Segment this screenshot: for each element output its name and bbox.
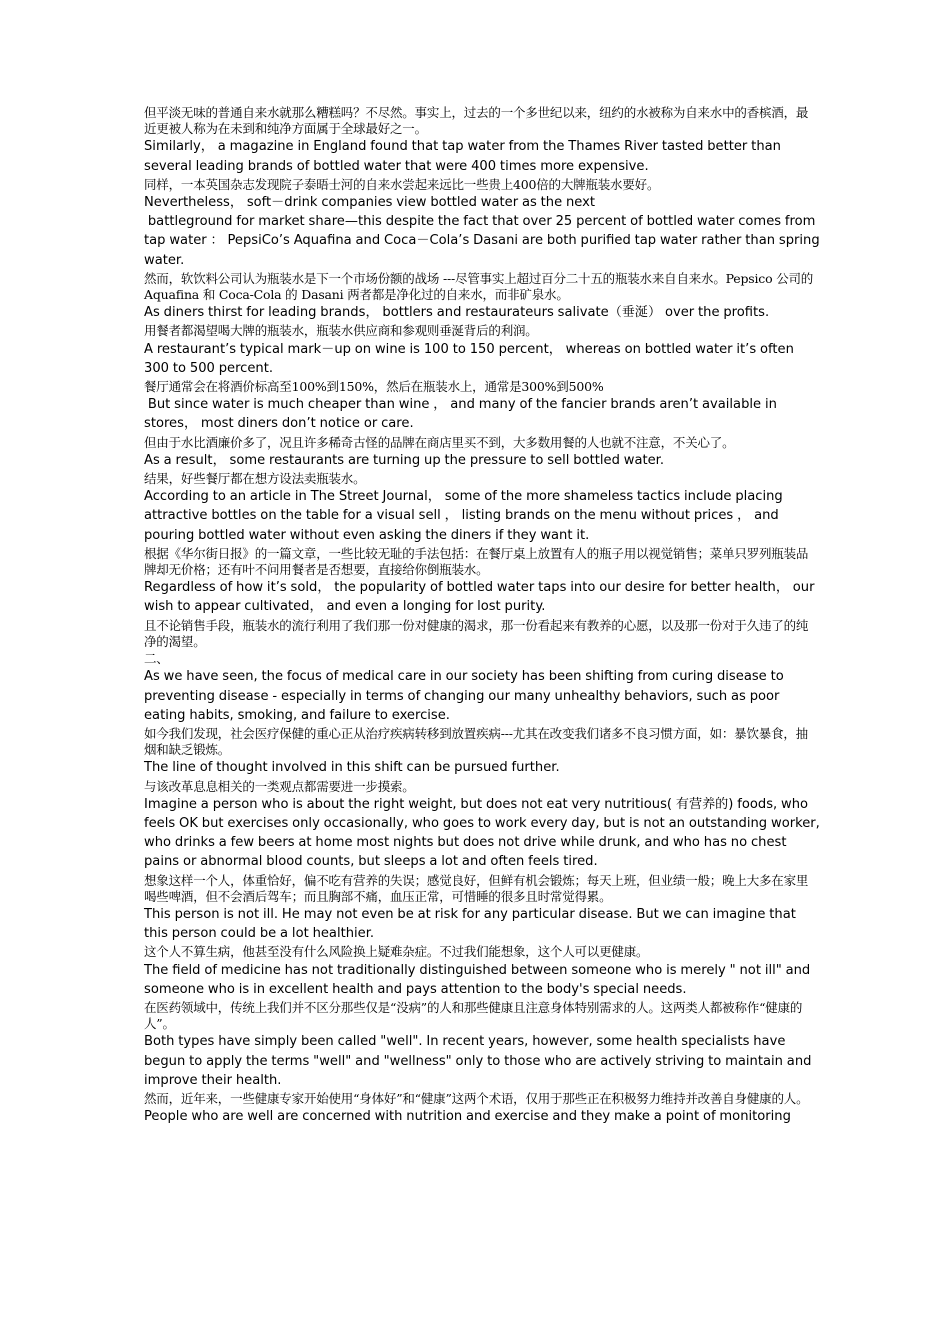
chinese-paragraph: 想象这样一个人，体重恰好，偏不吃有营养的失误；感觉良好，但鲜有机会锻炼；每天上班，但业绩一般；晚上大多在家里喝些啤酒，但不会酒后驾车；而且胸部不痛，血压正常，可惜睡的很多且时常觉得累。 xyxy=(144,872,809,904)
english-paragraph: But since water is much cheaper than wine ， and many of the fancier brands aren’t available in stores， most diners don’t notice or care. xyxy=(144,397,781,432)
chinese-paragraph: 这个人不算生病，他甚至没有什么风险换上疑难杂症。不过我们能想象，这个人可以更健康。 xyxy=(144,944,649,960)
chinese-paragraph: 然而，近年来，一些健康专家开始使用“身体好”和“健康”这两个术语，仅用于那些正在积极努力维持并改善自身健康的人。 xyxy=(144,1090,809,1106)
english-paragraph: Both types have simply been called "well". In recent years, however, some health specialists have begun to apply the terms "well" and "wellness" only to those who are actively striving to maintain and improve their health. xyxy=(144,1034,816,1088)
chinese-paragraph: 然而，软饮料公司认为瓶装水是下一个市场份额的战场 ---尽管事实上超过百分二十五的瓶装水来自自来水。Pepsico 公司的 Aquafina 和 Coca-Cola 的 Dasani 两者都是净化过的自来水，而非矿泉水。 xyxy=(144,270,817,303)
chinese-paragraph: 与该改革息息相关的一类观点都需要进一步摸索。 xyxy=(144,778,415,794)
english-paragraph: Nevertheless， soft－drink companies view bottled water as the next battleground for market share—this despite the fact that over 25 percent of bottled water comes from tap water ： PepsiCo’s Aquafina and Coca－Cola’s Dasani are both purified tap water rather than spring water. xyxy=(144,195,820,268)
english-paragraph: Imagine a person who is about the right weight, but does not eat very nutritious( 有营养的) foods, who feels OK but exercises only occasionally, who goes to work every day, but is not an outstanding worker, who drinks a few beers at home most nights but does not drive while drunk, and who has no chest pains or abnormal blood counts, but sleeps a lot and often feels tired. xyxy=(144,796,824,870)
chinese-paragraph: 二、 xyxy=(144,651,169,667)
chinese-paragraph: 如今我们发现，社会医疗保健的重心正从治疗疾病转移到放置疾病---尤其在改变我们诸多不良习惯方面，如：暴饮暴食，抽烟和缺乏锻炼。 xyxy=(144,725,808,758)
english-paragraph: A restaurant’s typical mark－up on wine is 100 to 150 percent， whereas on bottled water it’s often 300 to 500 percent. xyxy=(144,341,798,376)
chinese-paragraph: 餐厅通常会在将酒价标高至100%到150%，然后在瓶装水上，通常是300%到500% xyxy=(144,379,604,395)
english-paragraph: Similarly， a magazine in England found that tap water from the Thames River tasted better than several leading brands of bottled water that were 400 times more expensive. xyxy=(144,139,785,174)
chinese-paragraph: 同样，一本英国杂志发现院子泰晤士河的自来水尝起来远比一些贵上400倍的大牌瓶装水要好。 xyxy=(144,176,660,192)
english-paragraph: As diners thirst for leading brands， bottlers and restaurateurs salivate（垂涎） over the profits. xyxy=(144,305,770,321)
english-paragraph: The line of thought involved in this shift can be pursued further. xyxy=(144,760,560,776)
english-paragraph: According to an article in The Street Journal， some of the more shameless tactics include placing attractive bottles on the table for a visual sell ， listing brands on the menu without prices ， and pouring bottled water without even asking the diners if they want it. xyxy=(144,489,787,543)
chinese-paragraph: 在医药领域中，传统上我们并不区分那些仅是“没病”的人和那些健康且注意身体特别需求的人。这两类人都被称作“健康的人”。 xyxy=(144,999,803,1032)
english-paragraph: The field of medicine has not traditionally distinguished between someone who is merely " not ill" and someone who is in excellent health and pays attention to the body's special needs. xyxy=(144,962,815,997)
chinese-paragraph: 根据《华尔街日报》的一篇文章，一些比较无耻的手法包括：在餐厅桌上放置有人的瓶子用以视觉销售；菜单只罗列瓶装品牌却无价格；还有叶不问用餐者是否想要，直接给你倒瓶装水。 xyxy=(144,545,809,578)
english-paragraph: This person is not ill. He may not even be at risk for any particular disease. But we can imagine that this person could be a lot healthier. xyxy=(144,906,800,942)
english-paragraph: As a result， some restaurants are turning up the pressure to sell bottled water. xyxy=(144,452,665,468)
chinese-paragraph: 用餐者都渴望喝大牌的瓶装水，瓶装水供应商和参观则垂涎背后的利润。 xyxy=(144,323,538,339)
chinese-paragraph: 但平淡无味的普通自来水就那么糟糕吗？不尽然。事实上，过去的一个多世纪以来，纽约的水被称为自来水中的香槟酒，最近更被人称为在未到和纯净方面属于全球最好之一。 xyxy=(144,105,809,137)
english-paragraph: As we have seen, the focus of medical care in our society has been shifting from curing disease to preventing disease - especially in terms of changing our many unhealthy behaviors, such as poor eating habits, smoking, and failure to exercise. xyxy=(144,669,788,723)
chinese-paragraph: 但由于水比酒廉价多了，况且许多稀奇古怪的品牌在商店里买不到，大多数用餐的人也就不注意，不关心了。 xyxy=(144,434,735,450)
document-page xyxy=(144,104,824,1126)
chinese-paragraph: 且不论销售手段，瓶装水的流行利用了我们那一份对健康的渴求，那一份看起来有教养的心愿，以及那一份对于久违了的纯净的渴望。 xyxy=(144,617,809,649)
english-paragraph: People who are well are concerned with nutrition and exercise and they make a point of monitoring xyxy=(144,1109,791,1125)
chinese-paragraph: 结果，好些餐厅都在想方设法卖瓶装水。 xyxy=(144,471,366,487)
english-paragraph: Regardless of how it’s sold， the popularity of bottled water taps into our desire for better health， our wish to appear cultivated， and even a longing for lost purity. xyxy=(144,580,819,615)
